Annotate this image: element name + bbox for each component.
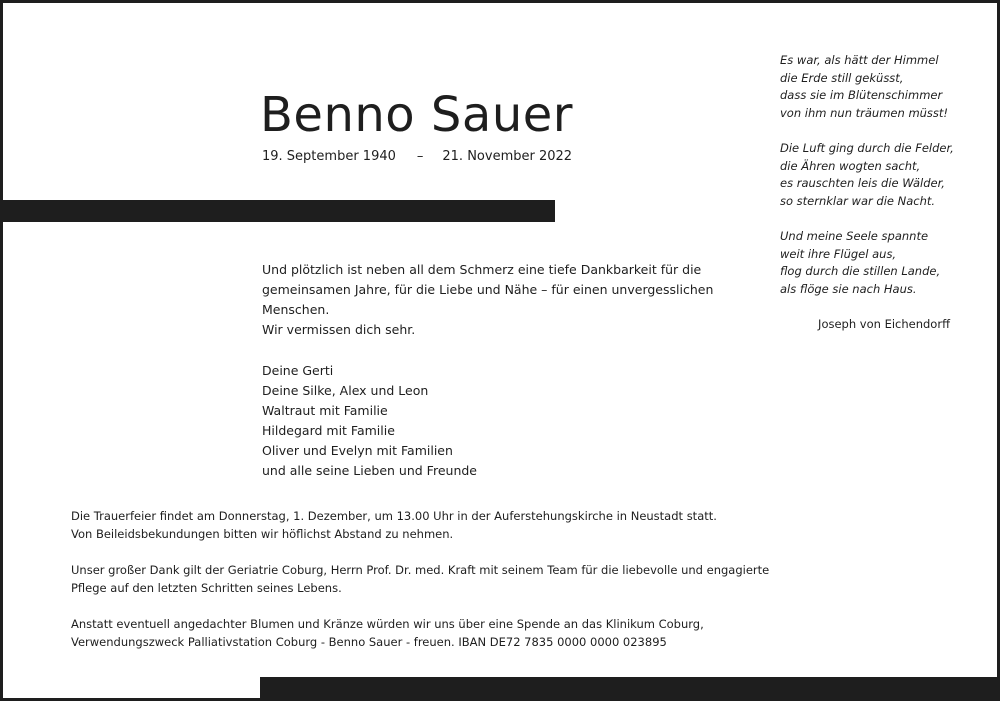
mourner: Oliver und Evelyn mit Familien	[262, 443, 453, 458]
info-line: Die Trauerfeier findet am Donnerstag, 1. Dezember, um 13.00 Uhr in der Auferstehungskirche in Neustadt statt.	[71, 509, 717, 523]
donation-paragraph	[71, 615, 771, 651]
mourner: und alle seine Lieben und Freunde	[262, 463, 477, 478]
poem-line: von ihm nun träumen müsst!	[780, 105, 949, 120]
funeral-info	[71, 507, 771, 669]
mourner: Deine Gerti	[262, 363, 334, 378]
info-line: Pflege auf den letzten Schritten seines Lebens.	[71, 581, 342, 595]
poem-line: dass sie im Blütenschimmer	[780, 88, 943, 103]
poem-stanza	[780, 140, 980, 210]
date-separator: –	[416, 149, 424, 164]
poem-line: Es war, als hätt der Himmel	[780, 53, 939, 67]
death-date: 21. November 2022	[442, 149, 573, 164]
poem-line: weit ihre Flügel aus,	[780, 246, 897, 261]
message-line: Und plötzlich ist neben all dem Schmerz eine tiefe Dankbarkeit für die	[262, 262, 702, 277]
life-dates	[262, 148, 572, 166]
poem-line: die Erde still geküsst,	[780, 70, 904, 85]
mourner: Waltraut mit Familie	[262, 403, 388, 418]
poem-author: Joseph von Eichendorff	[818, 317, 950, 331]
poem-line: Und meine Seele spannte	[780, 228, 929, 243]
poem-line: so sternklar war die Nacht.	[780, 193, 936, 208]
poem-line: flog durch die stillen Lande,	[780, 264, 941, 279]
birth-date: 19. September 1940	[262, 149, 396, 164]
black-bar-bottom	[260, 677, 1000, 701]
poem-stanza	[780, 52, 980, 122]
poem-line: Die Luft ging durch die Felder,	[780, 140, 954, 155]
funeral-paragraph	[71, 507, 771, 543]
farewell-message	[262, 260, 722, 340]
mourner: Deine Silke, Alex und Leon	[262, 383, 429, 398]
poem	[780, 52, 980, 316]
info-line: Unser großer Dank gilt der Geriatrie Coburg, Herrn Prof. Dr. med. Kraft mit seinem Team für die liebevolle und engagierte	[71, 563, 770, 577]
thanks-paragraph	[71, 561, 771, 597]
poem-stanza	[780, 228, 980, 298]
info-line: Anstatt eventuell angedachter Blumen und Kränze würden wir uns über eine Spende an das Klinikum Coburg,	[71, 617, 704, 631]
info-line: Verwendungszweck Palliativstation Coburg - Benno Sauer - freuen. IBAN DE72 7835 0000 0000 023895	[71, 635, 667, 649]
mourners-list	[262, 361, 477, 481]
mourner: Hildegard mit Familie	[262, 423, 395, 438]
info-line: Von Beileidsbekundungen bitten wir höflichst Abstand zu nehmen.	[71, 527, 454, 541]
poem-line: als flöge sie nach Haus.	[780, 281, 917, 296]
deceased-name: Benno Sauer	[260, 87, 573, 143]
message-line: Wir vermissen dich sehr.	[262, 322, 416, 337]
black-bar-top	[0, 200, 555, 222]
poem-line: es rauschten leis die Wälder,	[780, 176, 945, 191]
message-line: gemeinsamen Jahre, für die Liebe und Nähe – für einen unvergesslichen	[262, 282, 714, 297]
message-line: Menschen.	[262, 302, 330, 317]
poem-line: die Ähren wogten sacht,	[780, 158, 921, 173]
